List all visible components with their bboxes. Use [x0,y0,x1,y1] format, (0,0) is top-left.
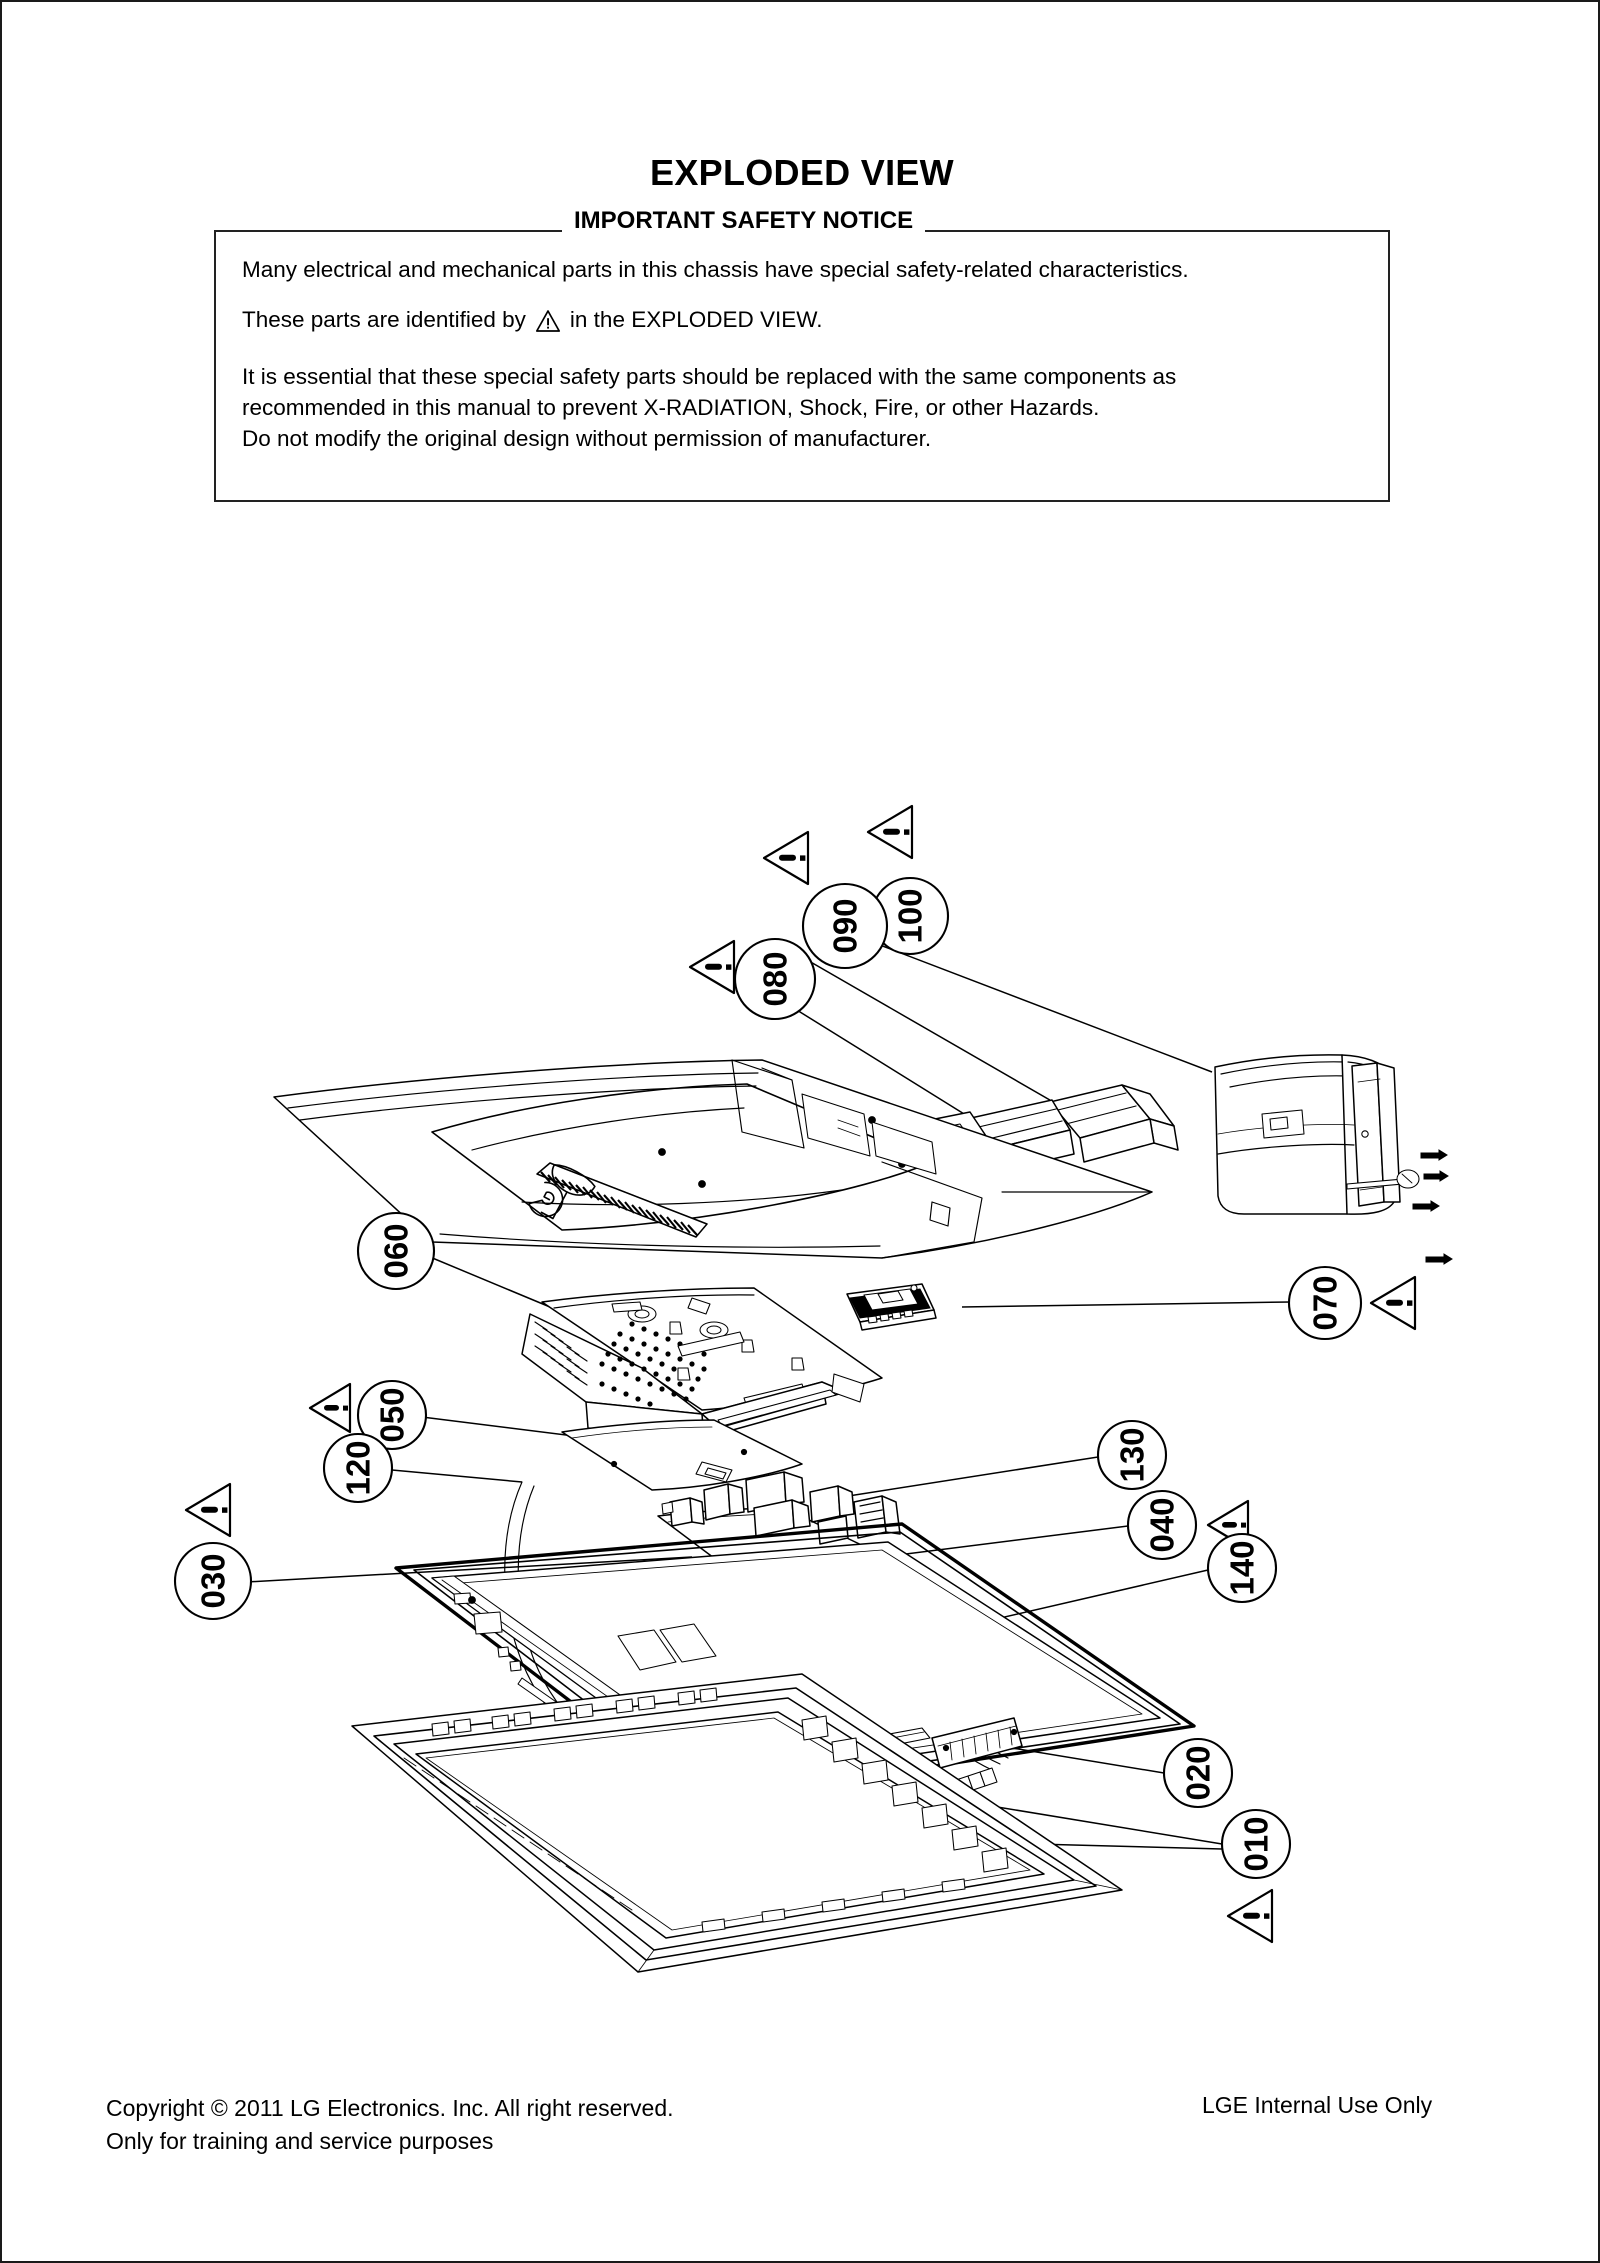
callout-020 [1164,1739,1232,1807]
warning-triangle-icon-080 [690,941,734,993]
safety-line-3: It is essential that these special safety parts should be replaced with the same components as [242,363,1177,389]
svg-text:030: 030 [194,1553,232,1609]
page-title: EXPLODED VIEW [650,152,954,193]
svg-text:050: 050 [373,1387,411,1443]
safety-line-2-after: in the EXPLODED VIEW. [569,307,823,333]
callout-080 [735,939,815,1019]
warning-triangle-icon-100 [868,806,912,858]
safety-line-5: Do not modify the original design without permission of manufacturer. [242,426,932,452]
svg-text:080: 080 [756,951,794,1007]
svg-text:140: 140 [1223,1540,1261,1596]
svg-text:060: 060 [377,1223,415,1279]
warning-triangle-icon-090 [764,832,808,884]
callout-010 [1222,1810,1290,1878]
page-footer [2,2092,1600,2202]
svg-text:020: 020 [1179,1745,1217,1801]
svg-text:130: 130 [1113,1427,1151,1483]
callout-030 [175,1543,251,1619]
copyright-block [106,2092,674,2159]
copyright-line-2: Only for training and service purposes [106,2128,494,2155]
svg-text:040: 040 [1143,1497,1181,1553]
callout-040 [1128,1491,1196,1559]
internal-use-note: LGE Internal Use Only [1202,2092,1433,2118]
copyright-line-1: Copyright © 2011 LG Electronics. Inc. All right reserved. [106,2095,674,2121]
safety-notice-box [214,230,1390,502]
warning-triangle-icon [535,309,561,338]
svg-text:070: 070 [1306,1275,1344,1331]
callout-060 [358,1213,434,1289]
safety-notice-legend: IMPORTANT SAFETY NOTICE [562,207,925,235]
callout-120 [324,1434,392,1502]
svg-text:010: 010 [1237,1816,1275,1872]
warning-triangle-icon-050 [310,1384,350,1432]
callout-140 [1208,1534,1276,1602]
svg-text:120: 120 [339,1440,377,1496]
safety-line-2-before: These parts are identified by [242,307,526,333]
callout-130 [1098,1421,1166,1489]
callout-070 [1289,1267,1361,1339]
safety-line-2 [242,308,1362,338]
svg-text:100: 100 [891,888,929,944]
safety-line-1: Many electrical and mechanical parts in this chassis have special safety-related characteristics. [242,257,1189,282]
svg-text:090: 090 [826,898,864,954]
warning-triangle-icon-070 [1371,1277,1415,1329]
safety-line-4: recommended in this manual to prevent X-RADIATION, Shock, Fire, or other Hazards. [242,394,1100,420]
warning-triangle-icon-030 [186,1484,230,1536]
warning-triangle-icon-010 [1228,1890,1272,1942]
callout-090 [803,884,887,968]
switch-sub-board [847,1284,936,1330]
shield-chassis-assembly [522,1284,936,1438]
safety-notice-body [216,232,1388,500]
exploded-view-diagram [2,502,1600,2032]
